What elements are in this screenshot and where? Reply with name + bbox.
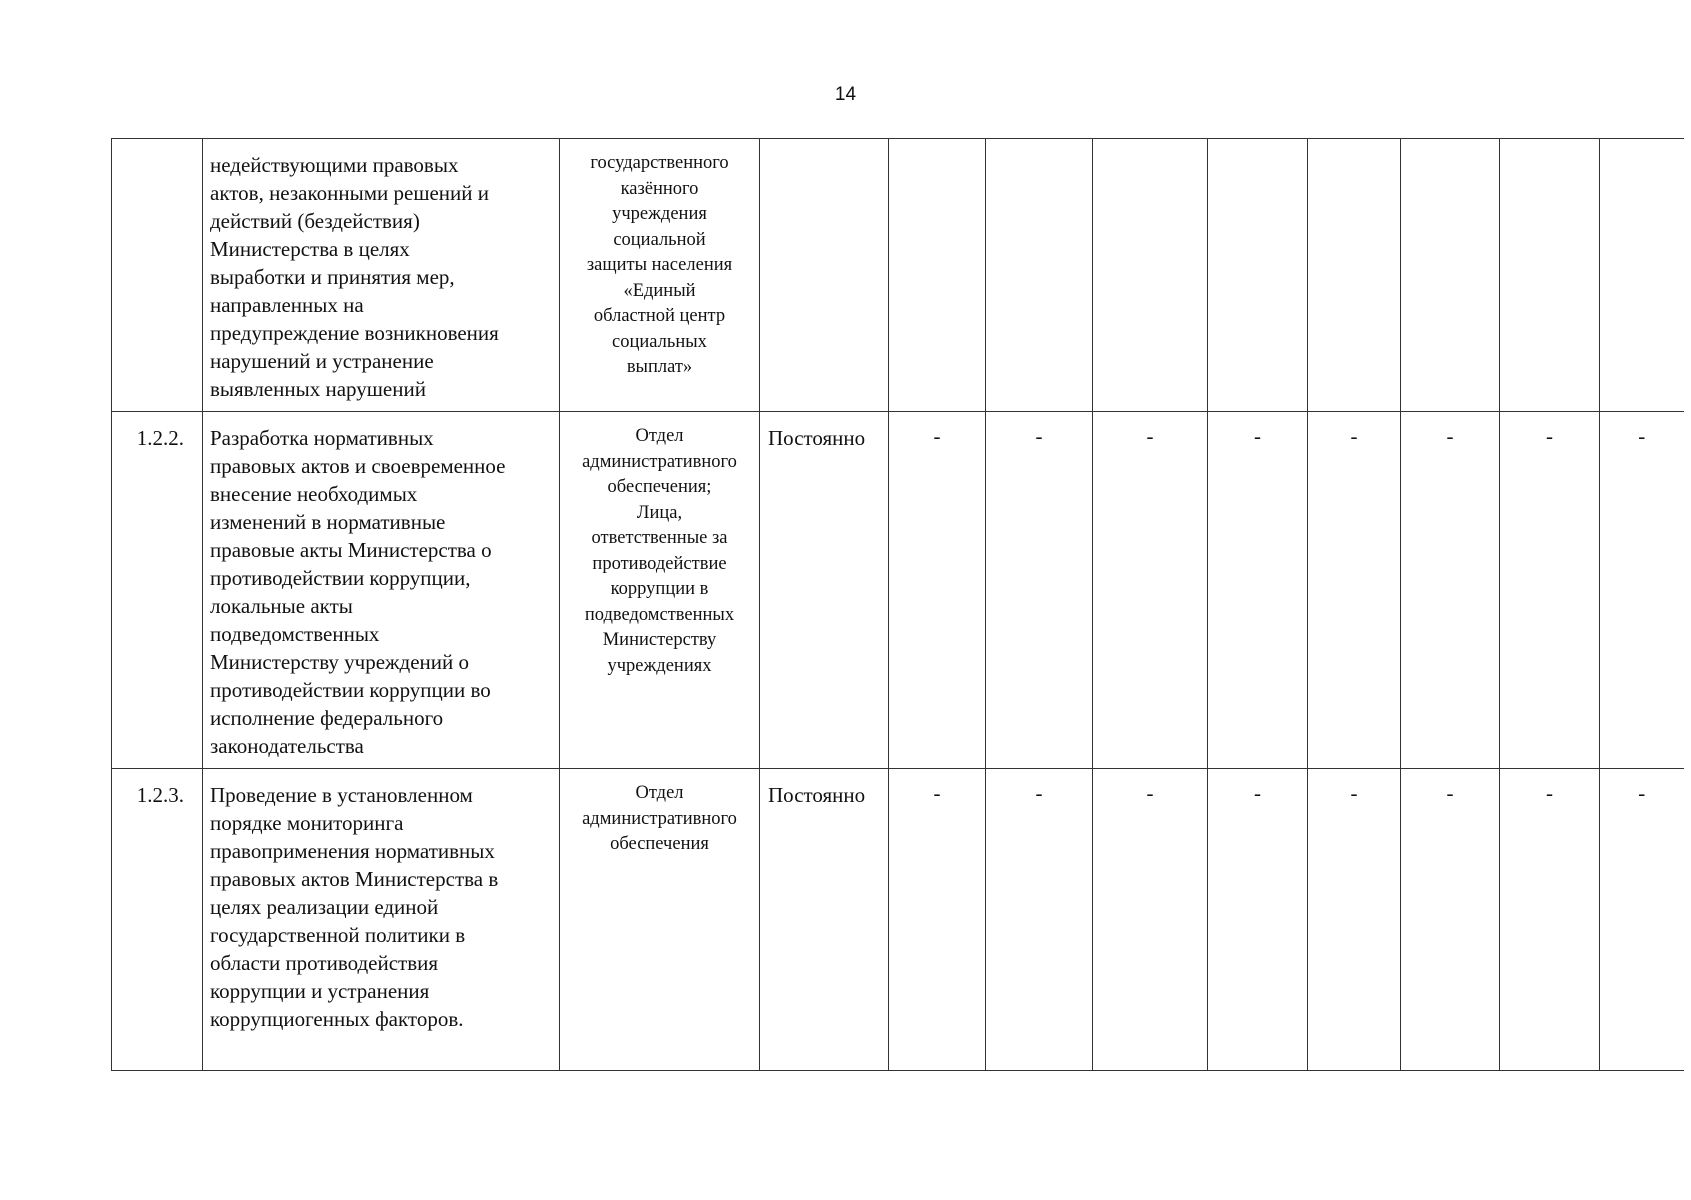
event-line: Проведение в установленном: [210, 783, 473, 807]
indicator-value: -: [1500, 769, 1600, 1071]
table-row: [112, 412, 1684, 769]
event-line: выработки и принятия мер,: [210, 265, 455, 289]
indicator-value: -: [1308, 769, 1401, 1071]
responsible-line: «Единый: [623, 280, 696, 301]
indicator-value: -: [1500, 412, 1600, 769]
indicator-value: -: [889, 412, 986, 769]
table-row: [112, 769, 1684, 1071]
responsible-line: казённого: [620, 178, 699, 199]
responsible-line: административного: [582, 451, 737, 472]
responsible-executor: [560, 769, 760, 1071]
event-line: государственной политики в: [210, 923, 466, 947]
responsible-line: Отдел: [635, 783, 684, 803]
responsible-line: административного: [582, 808, 737, 829]
responsible-line: обеспечения: [610, 834, 709, 854]
event-line: целях реализации единой: [210, 895, 439, 919]
event-line: коррупциогенных факторов.: [210, 1007, 464, 1031]
item-number: 1.2.2.: [112, 412, 203, 769]
event-line: исполнение федерального: [210, 706, 444, 730]
responsible-line: учреждения: [612, 204, 707, 224]
indicator-value: -: [986, 412, 1093, 769]
responsible-line: Министерству: [602, 630, 717, 650]
indicator-value: [1308, 139, 1401, 412]
indicator-value: -: [1093, 769, 1208, 1071]
indicator-value: -: [1401, 412, 1500, 769]
responsible-line: противодействие: [592, 553, 727, 574]
event-line: направленных на: [210, 293, 364, 317]
table-row: [112, 139, 1684, 412]
indicator-value: [1401, 139, 1500, 412]
indicator-value: -: [1308, 412, 1401, 769]
responsible-line: ответственные за: [591, 528, 728, 548]
event-line: порядке мониторинга: [210, 811, 404, 835]
event-line: предупреждение возникновения: [210, 321, 499, 345]
indicator-value: [1093, 139, 1208, 412]
table-body: [112, 139, 1684, 1071]
indicator-value: -: [889, 769, 986, 1071]
responsible-line: областной центр: [593, 306, 726, 326]
execution-term: [760, 139, 889, 412]
responsible-line: Отдел: [635, 426, 684, 446]
execution-term: Постоянно: [760, 769, 889, 1071]
event-description: [203, 769, 560, 1071]
indicator-value: [1208, 139, 1308, 412]
responsible-executor: [560, 412, 760, 769]
event-line: недействующими правовых: [210, 153, 459, 177]
event-line: Министерству учреждений о: [210, 650, 470, 674]
event-line: подведомственных: [210, 622, 380, 646]
indicator-value: -: [1208, 412, 1308, 769]
item-number: [112, 139, 203, 412]
item-number: 1.2.3.: [112, 769, 203, 1071]
event-line: действий (бездействия): [210, 209, 420, 233]
responsible-line: защиты населения: [586, 255, 733, 275]
event-line: коррупции и устранения: [210, 979, 430, 1003]
responsible-line: подведомственных: [584, 604, 735, 625]
event-description: [203, 139, 560, 412]
execution-term: Постоянно: [760, 412, 889, 769]
responsible-line: учреждениях: [607, 655, 712, 676]
indicator-value: -: [1600, 769, 1684, 1071]
indicator-value: -: [1208, 769, 1308, 1071]
event-line: законодательства: [210, 734, 364, 758]
event-line: правовые акты Министерства о: [210, 538, 492, 562]
responsible-line: обеспечения;: [607, 477, 712, 497]
event-line: правоприменения нормативных: [210, 839, 495, 863]
responsible-line: коррупции в: [610, 579, 709, 599]
measures-table: [111, 138, 1684, 1071]
event-line: локальные акты: [210, 594, 353, 618]
indicator-value: [986, 139, 1093, 412]
event-line: противодействии коррупции,: [210, 566, 471, 590]
responsible-line: Лица,: [636, 502, 683, 523]
event-line: нарушений и устранение: [210, 349, 434, 373]
responsible-line: государственного: [590, 153, 729, 173]
event-line: правовых актов Министерства в: [210, 867, 499, 891]
event-description: [203, 412, 560, 769]
indicator-value: [1500, 139, 1600, 412]
event-line: правовых актов и своевременное: [210, 454, 506, 478]
event-line: внесение необходимых: [210, 482, 418, 506]
event-line: противодействии коррупции во: [210, 678, 491, 702]
indicator-value: [1600, 139, 1684, 412]
indicator-value: -: [986, 769, 1093, 1071]
indicator-value: -: [1401, 769, 1500, 1071]
event-line: Разработка нормативных: [210, 426, 434, 450]
indicator-value: -: [1093, 412, 1208, 769]
indicator-value: -: [1600, 412, 1684, 769]
page-number: 14: [834, 84, 857, 105]
responsible-line: социальных: [612, 331, 707, 352]
event-line: области противодействия: [210, 951, 439, 975]
event-line: актов, незаконными решений и: [210, 181, 490, 205]
responsible-executor: [560, 139, 760, 412]
responsible-line: социальной: [613, 229, 706, 250]
indicator-value: [889, 139, 986, 412]
event-line: Министерства в целях: [210, 237, 410, 261]
event-line: изменений в нормативные: [210, 510, 446, 534]
event-line: выявленных нарушений: [210, 377, 426, 401]
responsible-line: выплат»: [626, 357, 693, 377]
